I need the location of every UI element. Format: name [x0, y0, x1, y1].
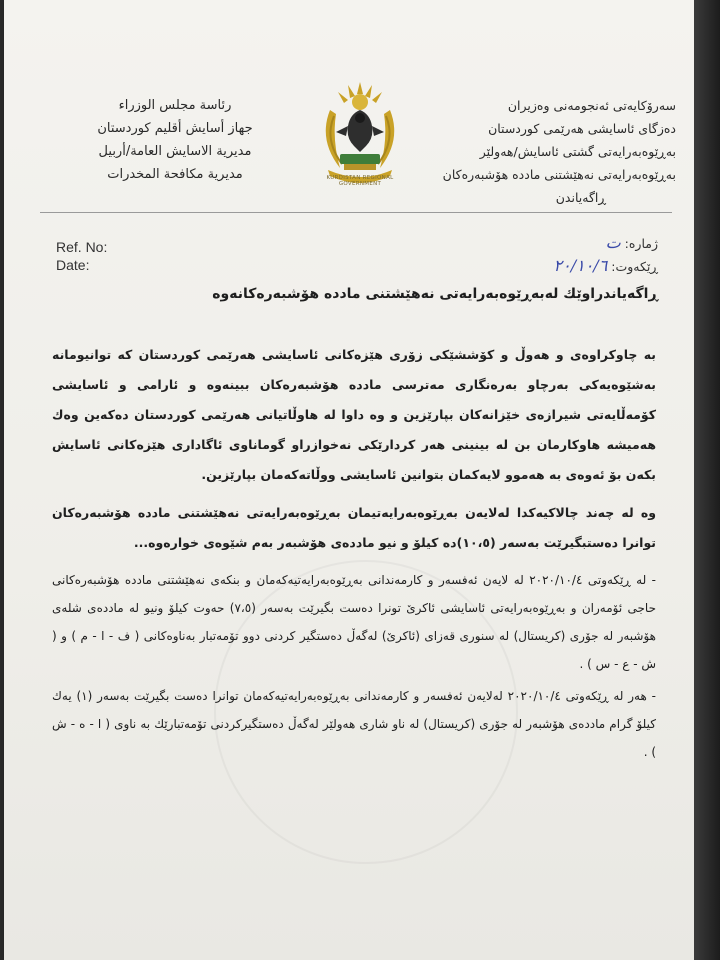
letterhead-kurdish-line: بەڕێوەبەرایەتی گشتی ئاسایش/هەولێر	[479, 144, 676, 159]
document-body	[52, 340, 656, 770]
ref-no-label: Ref. No:	[56, 239, 108, 255]
date-label-kurdish: ڕێکەوت:	[611, 259, 658, 274]
body-list-item: - هەر لە ڕێکەوتی ٢٠٢٠/١٠/٤ لەلایەن ئەفسەر و کارمەندانی بەڕێوەبەرایەتیەکەمان توانرا دەست بگیرێت بەسەر (١) یەك کیلۆ گرام ماددەی هۆشبەر لە جۆری (کریستال) لە ناو شاری هەولێر لەگەڵ دەستگیرکردنی تۆمەتبارێك بە ناوی ( ا - ه - ش ) .	[52, 689, 656, 759]
body-list-item: - لە ڕێکەوتی ٢٠٢٠/١٠/٤ لە لایەن ئەفسەر و کارمەندانی بەڕێوەبەرایەتیەکەمان و بنکەی نەهێشتنی مادده هۆشبەرەکانی حاجی ئۆمەران و بەڕێوەبەرایەتی ئاسایشی ئاکرێ تونرا دەست بگیرێت بەسەر (٧،٥) حەوت کیلۆ ونیو لە ماددەی شلەی هۆشبەر لە جۆری (کریستال) لە سنوری قەزای (ئاکرێ) لەگەڵ دەستگیر کردنی دوو تۆمەتبار بەناوەکانی ( ف - ا - م ) و ( ش - ع - س ) .	[52, 573, 656, 671]
document-page	[4, 0, 694, 960]
reference-block	[56, 238, 107, 274]
body-paragraph: وە لە چەند چالاکیەکدا لەلایەن بەڕێوەبەرایەتیمان بەڕێوەبەرایەتی نەهێشتنی مادده هۆشبەرەکان توانرا دەستبگیرێت بەسەر (١٠،٥)دە کیلۆ و نیو ماددەی هۆشبەر بەم شێوەی خوارەوە...	[52, 505, 656, 550]
date-value: ٢٠/١٠/٦	[553, 256, 608, 275]
letterhead-arabic-line: مديرية مكافحة المخدرات	[107, 167, 243, 182]
letterhead-arabic	[50, 94, 300, 186]
letterhead	[30, 80, 676, 210]
emblem-caption: KURDISTAN REGIONAL GOVERNMENT	[326, 175, 394, 187]
number-value: ت	[605, 233, 621, 252]
number-label: ژمارە:	[624, 236, 658, 251]
letterhead-kurdish-line: دەزگای ئاسایشی هەرێمی کوردستان	[488, 121, 676, 136]
letterhead-kurdish-line: بەڕێوەبەرایەتی نەهێشتنی مادده هۆشبەرەکان	[442, 167, 676, 182]
background-edge	[694, 0, 720, 960]
document-subject: ڕاگەیاندراوێك لەبەڕێوەبەرایەتی نەهێشتنی مادده هۆشبەرەکانەوە	[212, 286, 658, 302]
letterhead-arabic-line: جهاز أسايش أقليم كوردستان	[97, 121, 253, 136]
letterhead-kurdish-line: ڕاگەیاندن	[555, 190, 606, 205]
header-divider	[40, 212, 672, 213]
letterhead-kurdish-line: سەرۆکایەتی ئەنجومەنی وەزیران	[507, 98, 676, 113]
date-label: Date:	[56, 257, 90, 273]
body-paragraph: بە چاوکراوەی و هەوڵ و کۆششێکی زۆری هێزەکانی ئاسایشی هەرێمی کوردستان کە توانیومانە بەشێوەیەکی بەرچاو بەرەنگاری مەترسی مادده هۆشبەرەکان ببینەوە و ئارامی و ئاسایشی کۆمەڵایەتی شیرازەی خێزانەکان بپارێزین و وە داوا لە هاوڵاتیانی هەرێمی کوردستان دەکەین وەك هەمیشە هاوکارمان بن لە بینینی هەر کردارێکی نەخوازراو گوماناوی ئاگاداری هێزەکانی ئاسایش بکەن بۆ ئەوەی بە هەموو لایەکمان بتوانین ئاسایشی ووڵاتەکەمان بپارێزین.	[52, 347, 656, 482]
letterhead-arabic-line: مديرية الاسايش العامة/أربيل	[98, 144, 252, 159]
letterhead-kurdish	[416, 94, 676, 209]
letterhead-arabic-line: رئاسة مجلس الوزراء	[118, 98, 232, 113]
reference-block-kurdish	[438, 232, 658, 278]
